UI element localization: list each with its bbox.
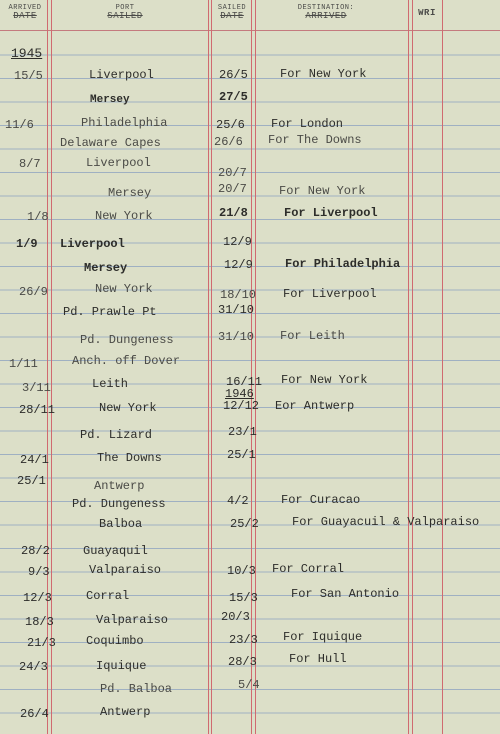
- port-name: Philadelphia: [81, 116, 168, 130]
- port-name: New York: [95, 209, 153, 223]
- arrived-date: 25/1: [17, 474, 46, 488]
- header-rule: [0, 30, 500, 31]
- rule-dest: [408, 0, 409, 734]
- destination: For Liverpool: [283, 287, 377, 301]
- rule-dest-2: [412, 0, 413, 734]
- rule-sailed-2: [255, 0, 256, 734]
- destination: For London: [271, 117, 344, 131]
- arrived-date: 28/11: [19, 403, 56, 417]
- header-destination: [288, 4, 364, 20]
- arrived-date: 24/1: [20, 453, 49, 467]
- sailed-date: 28/3: [228, 655, 257, 669]
- port-name: Leith: [92, 377, 129, 391]
- port-name: Antwerp: [100, 705, 151, 719]
- port-name: Mersey: [108, 186, 152, 200]
- header-sailed: [210, 4, 254, 20]
- destination: For Corral: [272, 562, 345, 576]
- destination: For Curacao: [281, 493, 361, 507]
- header-port-strike: SAILED: [107, 11, 143, 21]
- sailed-date: 25/2: [230, 517, 259, 531]
- sailed-date: 31/10: [218, 330, 255, 344]
- sailed-date: 18/10: [220, 288, 257, 302]
- destination: Eor Antwerp: [275, 399, 355, 413]
- arrived-date: 18/3: [25, 615, 54, 629]
- sailed-date: 20/7: [218, 182, 247, 196]
- destination: For Guayacuil & Valparaiso: [292, 515, 480, 529]
- arrived-date: 28/2: [21, 544, 50, 558]
- destination: For New York: [279, 184, 366, 198]
- port-name: Valparaiso: [89, 563, 162, 577]
- sailed-date: 26/6: [214, 135, 243, 149]
- arrived-date: 1/9: [16, 237, 38, 251]
- arrived-date: 11/6: [5, 118, 34, 132]
- port-name: Mersey: [90, 94, 130, 106]
- header-arrived-strike: DATE: [13, 11, 37, 21]
- destination: For New York: [281, 373, 368, 387]
- header-destination-small: DESTINATION:: [297, 4, 355, 12]
- destination: For New York: [280, 67, 367, 81]
- port-name: Coquimbo: [86, 634, 144, 648]
- sailed-date: 12/12: [223, 399, 260, 413]
- sailed-date: 20/3: [221, 610, 250, 624]
- sailed-date: 21/8: [219, 206, 248, 220]
- sailed-date: 27/5: [219, 90, 248, 104]
- arrived-date: 15/5: [14, 69, 43, 83]
- arrived-date: 26/4: [20, 707, 49, 721]
- port-name: Pd. Balboa: [100, 682, 173, 696]
- rule-sailed: [251, 0, 252, 734]
- port-name: Iquique: [96, 659, 147, 673]
- port-name: Pd. Dungeness: [80, 333, 174, 347]
- port-name: Mersey: [84, 261, 128, 275]
- port-name: Liverpool: [60, 237, 125, 251]
- port-name: Pd. Dungeness: [72, 497, 166, 511]
- port-name: Liverpool: [89, 68, 154, 82]
- header-port-small: PORT: [115, 4, 135, 12]
- destination: For San Antonio: [291, 587, 400, 601]
- arrived-date: 12/3: [23, 591, 52, 605]
- header-port: [90, 4, 160, 20]
- sailed-date: 25/1: [227, 448, 256, 462]
- arrived-date: 3/11: [22, 381, 51, 395]
- header-sailed-strike: DATE: [220, 11, 244, 21]
- sailed-date: 31/10: [218, 303, 255, 317]
- port-name: The Downs: [97, 451, 162, 465]
- arrived-date: 9/3: [28, 565, 50, 579]
- port-name: New York: [99, 401, 157, 415]
- port-name: Guayaquil: [83, 544, 148, 558]
- header-sailed-small: SAILED: [217, 4, 247, 12]
- port-name: Delaware Capes: [60, 136, 161, 150]
- port-name: Anch. off Dover: [72, 354, 181, 368]
- header-arrived: [2, 4, 48, 20]
- port-name: Balboa: [99, 517, 143, 531]
- sailed-date: 23/1: [228, 425, 257, 439]
- year-1945: 1945: [11, 46, 43, 61]
- sailed-date: 23/3: [229, 633, 258, 647]
- sailed-date: 20/7: [218, 166, 247, 180]
- destination: For Philadelphia: [285, 257, 401, 271]
- arrived-date: 1/11: [9, 357, 38, 371]
- rule-port: [208, 0, 209, 734]
- sailed-date: 10/3: [227, 564, 256, 578]
- sailed-date: 5/4: [238, 678, 260, 692]
- arrived-date: 8/7: [19, 157, 41, 171]
- destination: For Leith: [280, 329, 345, 343]
- arrived-date: 26/9: [19, 285, 48, 299]
- port-name: Corral: [86, 589, 130, 603]
- port-name: Antwerp: [94, 479, 145, 493]
- sailed-date: 15/3: [229, 591, 258, 605]
- sailed-date: 25/6: [216, 118, 245, 132]
- destination: For Hull: [289, 652, 347, 666]
- destination: For Liverpool: [284, 206, 378, 220]
- sailed-date: 4/2: [227, 494, 249, 508]
- year-1946: 1946: [225, 387, 254, 401]
- destination: For The Downs: [268, 133, 362, 147]
- port-name: Liverpool: [86, 156, 151, 170]
- port-name: New York: [95, 282, 153, 296]
- header-destination-strike: ARRIVED: [305, 11, 347, 21]
- sailed-date: 12/9: [224, 258, 253, 272]
- port-name: Valparaiso: [96, 613, 169, 627]
- rule-wri: [442, 0, 443, 734]
- sailed-date: 16/11: [226, 375, 263, 389]
- arrived-date: 21/3: [27, 636, 56, 650]
- header-wri: WRI: [418, 8, 436, 18]
- sailed-date: 26/5: [219, 68, 248, 82]
- arrived-date: 24/3: [19, 660, 48, 674]
- arrived-date: 1/8: [27, 210, 49, 224]
- header-arrived-small: ARRIVED: [8, 4, 42, 12]
- destination: For Iquique: [283, 630, 363, 644]
- sailed-date: 12/9: [223, 235, 252, 249]
- port-name: Pd. Prawle Pt: [63, 305, 157, 319]
- port-name: Pd. Lizard: [80, 428, 153, 442]
- rule-port-2: [211, 0, 212, 734]
